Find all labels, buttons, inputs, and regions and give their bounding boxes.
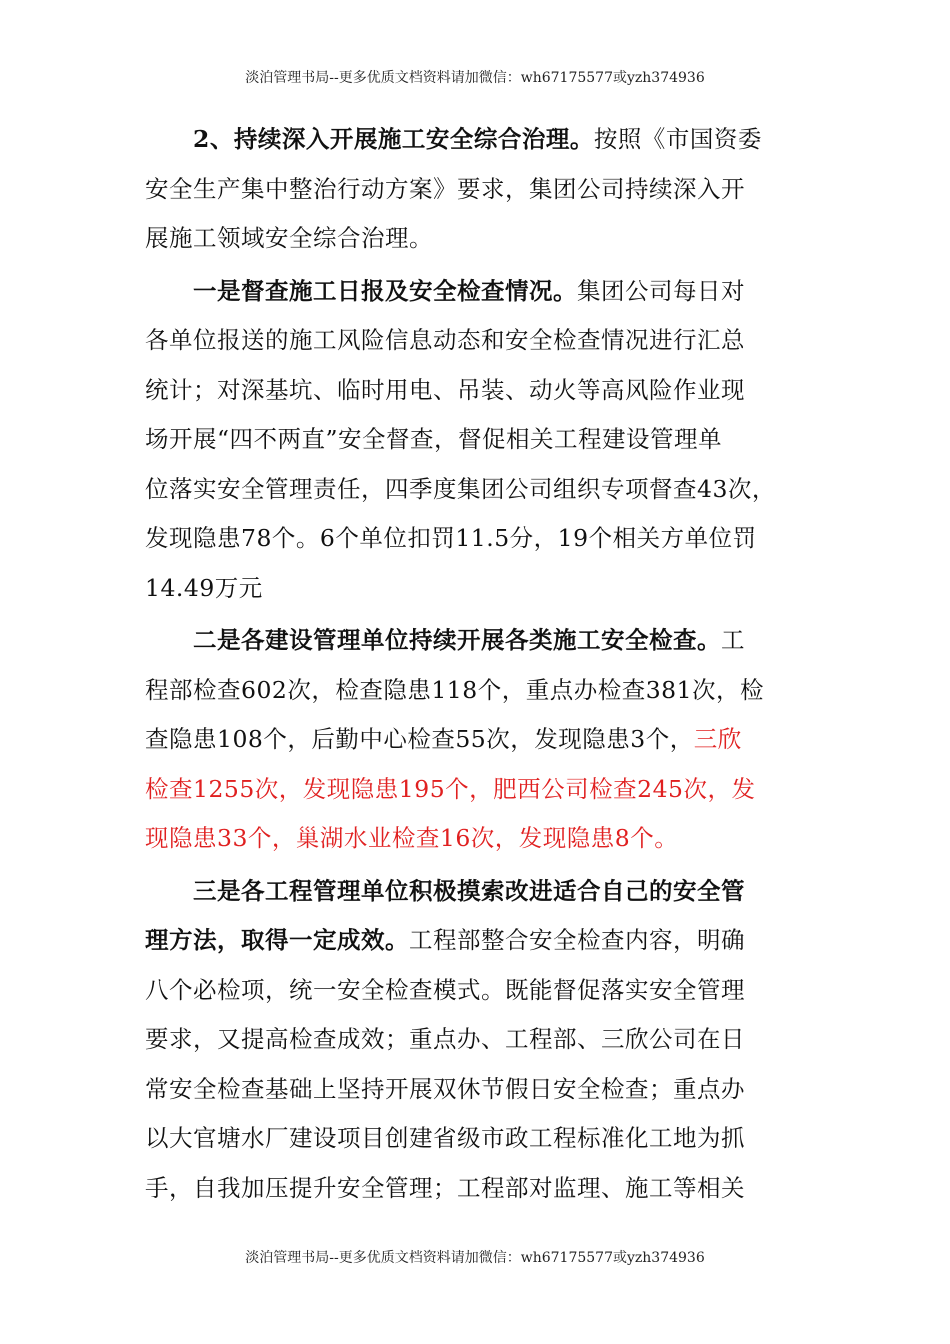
text-line: 场开展“四不两直”安全督查，督促相关工程建设管理单 — [145, 425, 723, 453]
text-line: 手，自我加压提升安全管理；工程部对监理、施工等相关 — [145, 1173, 745, 1202]
bold-heading: 理方法，取得一定成效。 — [145, 926, 409, 954]
text-line: 展施工领域安全综合治理。 — [145, 224, 433, 252]
highlighted-text: 现隐患33个，巢湖水业检查16次，发现隐患8个。 — [145, 824, 679, 852]
text-line — [145, 267, 820, 317]
highlighted-text: 三欣 — [693, 725, 742, 753]
paragraph-section-2 — [145, 115, 820, 264]
text-line: 位落实安全管理责任，四季度集团公司组织专项督查43次， — [145, 474, 776, 503]
paragraph-item-1 — [145, 267, 820, 614]
paragraph-item-3 — [145, 867, 820, 1214]
page-header: 淡泊管理书局--更多优质文档资料请加微信：wh67175577或yzh374936 — [245, 70, 705, 86]
bold-heading: 二是各建设管理单位持续开展各类施工安全检查。 — [193, 626, 721, 654]
text-run: 工程部整合安全检查内容，明确 — [409, 926, 745, 954]
text-line: 统计；对深基坑、临时用电、吊装、动火等高风险作业现 — [145, 375, 745, 404]
text-run: 按照《市国资委 — [593, 125, 762, 153]
text-line: 发现隐患78个。6个单位扣罚11.5分，19个相关方单位罚 — [145, 524, 757, 552]
text-line — [145, 916, 820, 966]
text-line: 安全生产集中整治行动方案》要求，集团公司持续深入开 — [145, 174, 745, 203]
text-run: 查隐患108个，后勤中心检查55次，发现隐患3个， — [145, 725, 694, 753]
document-body — [145, 115, 820, 1213]
text-line: 八个必检项，统一安全检查模式。既能督促落实安全管理 — [145, 975, 745, 1004]
text-line — [145, 715, 820, 765]
text-line — [145, 115, 820, 165]
text-line: 各单位报送的施工风险信息动态和安全检查情况进行汇总 — [145, 326, 745, 354]
text-line: 14.49万元 — [145, 573, 263, 602]
text-line: 以大官塘水厂建设项目创建省级市政工程标准化工地为抓 — [145, 1124, 745, 1152]
text-line: 程部检查602次，检查隐患118个，重点办检查381次，检 — [145, 675, 765, 704]
bold-heading: 2、持续深入开展施工安全综合治理。 — [193, 125, 594, 153]
text-run: 集团公司每日对 — [577, 276, 745, 305]
bold-heading: 三是各工程管理单位积极摸索改进适合自己的安全管 — [193, 876, 745, 905]
page-footer: 淡泊管理书局--更多优质文档资料请加微信：wh67175577或yzh374936 — [245, 1250, 705, 1266]
text-run: 工 — [721, 626, 745, 654]
paragraph-item-2 — [145, 616, 820, 864]
text-line: 常安全检查基础上坚持开展双休节假日安全检查；重点办 — [145, 1074, 745, 1103]
text-line — [145, 616, 820, 666]
highlighted-text: 检查1255次，发现隐患195个，肥西公司检查245次，发 — [145, 774, 756, 803]
text-line: 要求，又提高检查成效；重点办、工程部、三欣公司在日 — [145, 1025, 745, 1053]
bold-heading: 一是督查施工日报及安全检查情况。 — [193, 276, 577, 305]
